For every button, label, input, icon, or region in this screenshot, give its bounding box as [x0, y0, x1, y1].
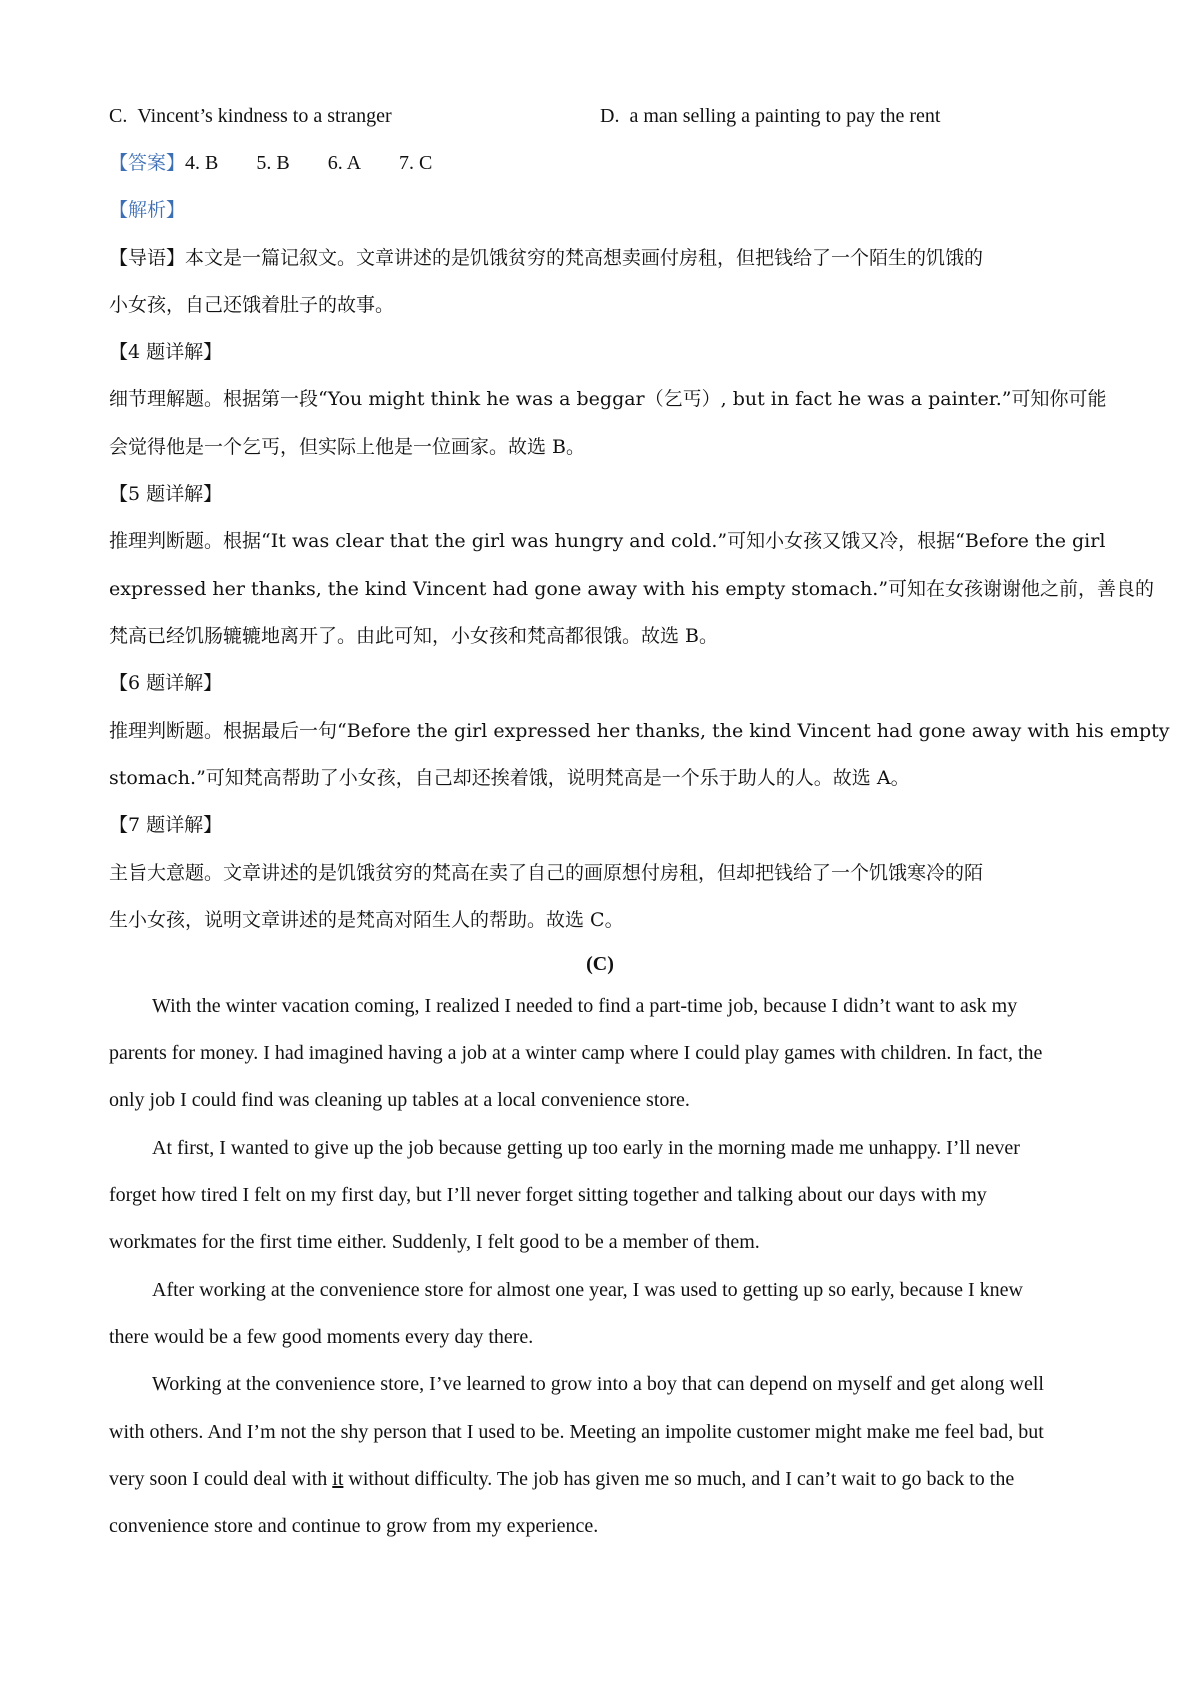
q6-line: 推理判断题。根据最后一句“Before the girl expressed her thanks, the kind Vincent had gone away with his empty — [109, 720, 1170, 742]
q6-heading: 【6 题详解】 — [109, 672, 223, 694]
intro-line: 【导语】本文是一篇记叙文。文章讲述的是饥饿贫穷的梵高想卖画付房租，但把钱给了一个陌生的饥饿的 — [109, 247, 984, 269]
answer-item: 7. C — [399, 152, 433, 174]
q6-line: stomach.”可知梵高帮助了小女孩，自己却还挨着饿，说明梵高是一个乐于助人的人。故选 A。 — [109, 767, 910, 789]
option-c — [109, 102, 549, 130]
answer-item: 6. A — [327, 152, 362, 174]
answer-tag: 【答案】 — [109, 152, 186, 174]
q7-heading: 【7 题详解】 — [109, 814, 223, 836]
answer-item: 4. B — [185, 152, 219, 174]
q5-line: 推理判断题。根据“It was clear that the girl was hungry and cold.”可知小女孩又饿又冷，根据“Before the girl — [109, 530, 1106, 552]
passage-line: forget how tired I felt on my first day, but I’ll never forget sitting together and talking about our days with my — [109, 1184, 987, 1206]
passage-line: there would be a few good moments every day there. — [109, 1326, 534, 1348]
option-c-label: C. — [109, 105, 128, 127]
passage-line: parents for money. I had imagined having a job at a winter camp where I could play games with children. In fact, the — [109, 1042, 1043, 1064]
passage-line: After working at the convenience store for almost one year, I was used to getting up so early, because I knew — [152, 1279, 1023, 1301]
intro-line: 小女孩，自己还饿着肚子的故事。 — [109, 294, 395, 316]
passage-line: At first, I wanted to give up the job because getting up too early in the morning made me unhappy. I’ll never — [152, 1137, 1020, 1159]
passage-line — [109, 1465, 1099, 1493]
passage-line: With the winter vacation coming, I realized I needed to find a part-time job, because I didn’t want to ask my — [152, 995, 1018, 1017]
passage-line: Working at the convenience store, I’ve learned to grow into a boy that can depend on myself and get along well — [152, 1373, 1044, 1395]
section-title: (C) — [586, 953, 614, 975]
option-c-text: Vincent’s kindness to a stranger — [137, 105, 392, 127]
option-d-text: a man selling a painting to pay the rent — [629, 105, 941, 127]
analysis-tag: 【解析】 — [109, 199, 186, 221]
q5-line: 梵高已经饥肠辘辘地离开了。由此可知，小女孩和梵高都很饿。故选 B。 — [109, 625, 719, 647]
passage-line: with others. And I’m not the shy person that I used to be. Meeting an impolite customer might make me feel bad, but — [109, 1421, 1044, 1443]
q4-line: 会觉得他是一个乞丐，但实际上他是一位画家。故选 B。 — [109, 436, 586, 458]
q4-heading: 【4 题详解】 — [109, 341, 223, 363]
q7-line: 主旨大意题。文章讲述的是饥饿贫穷的梵高在卖了自己的画原想付房租，但却把钱给了一个饥饿寒冷的陌 — [109, 862, 984, 884]
q4-line: 细节理解题。根据第一段“You might think he was a beggar（乞丐）, but in fact he was a painter.”可知你可能 — [109, 388, 1107, 410]
passage-text: very soon I could deal with — [109, 1468, 333, 1490]
passage-line: workmates for the first time either. Suddenly, I felt good to be a member of them. — [109, 1231, 760, 1253]
underlined-word: it — [332, 1468, 344, 1490]
answer-item: 5. B — [256, 152, 290, 174]
answer-line — [109, 149, 1099, 177]
option-d-label: D. — [600, 105, 620, 127]
q5-line: expressed her thanks, the kind Vincent had gone away with his empty stomach.”可知在女孩谢谢他之前，善良的 — [109, 578, 1155, 600]
option-d — [600, 102, 1040, 130]
passage-text: without difficulty. The job has given me so much, and I can’t wait to go back to the — [343, 1468, 1015, 1490]
passage-line: only job I could find was cleaning up tables at a local convenience store. — [109, 1089, 690, 1111]
q5-heading: 【5 题详解】 — [109, 483, 223, 505]
q7-line: 生小女孩，说明文章讲述的是梵高对陌生人的帮助。故选 C。 — [109, 909, 624, 931]
passage-line: convenience store and continue to grow from my experience. — [109, 1515, 599, 1537]
